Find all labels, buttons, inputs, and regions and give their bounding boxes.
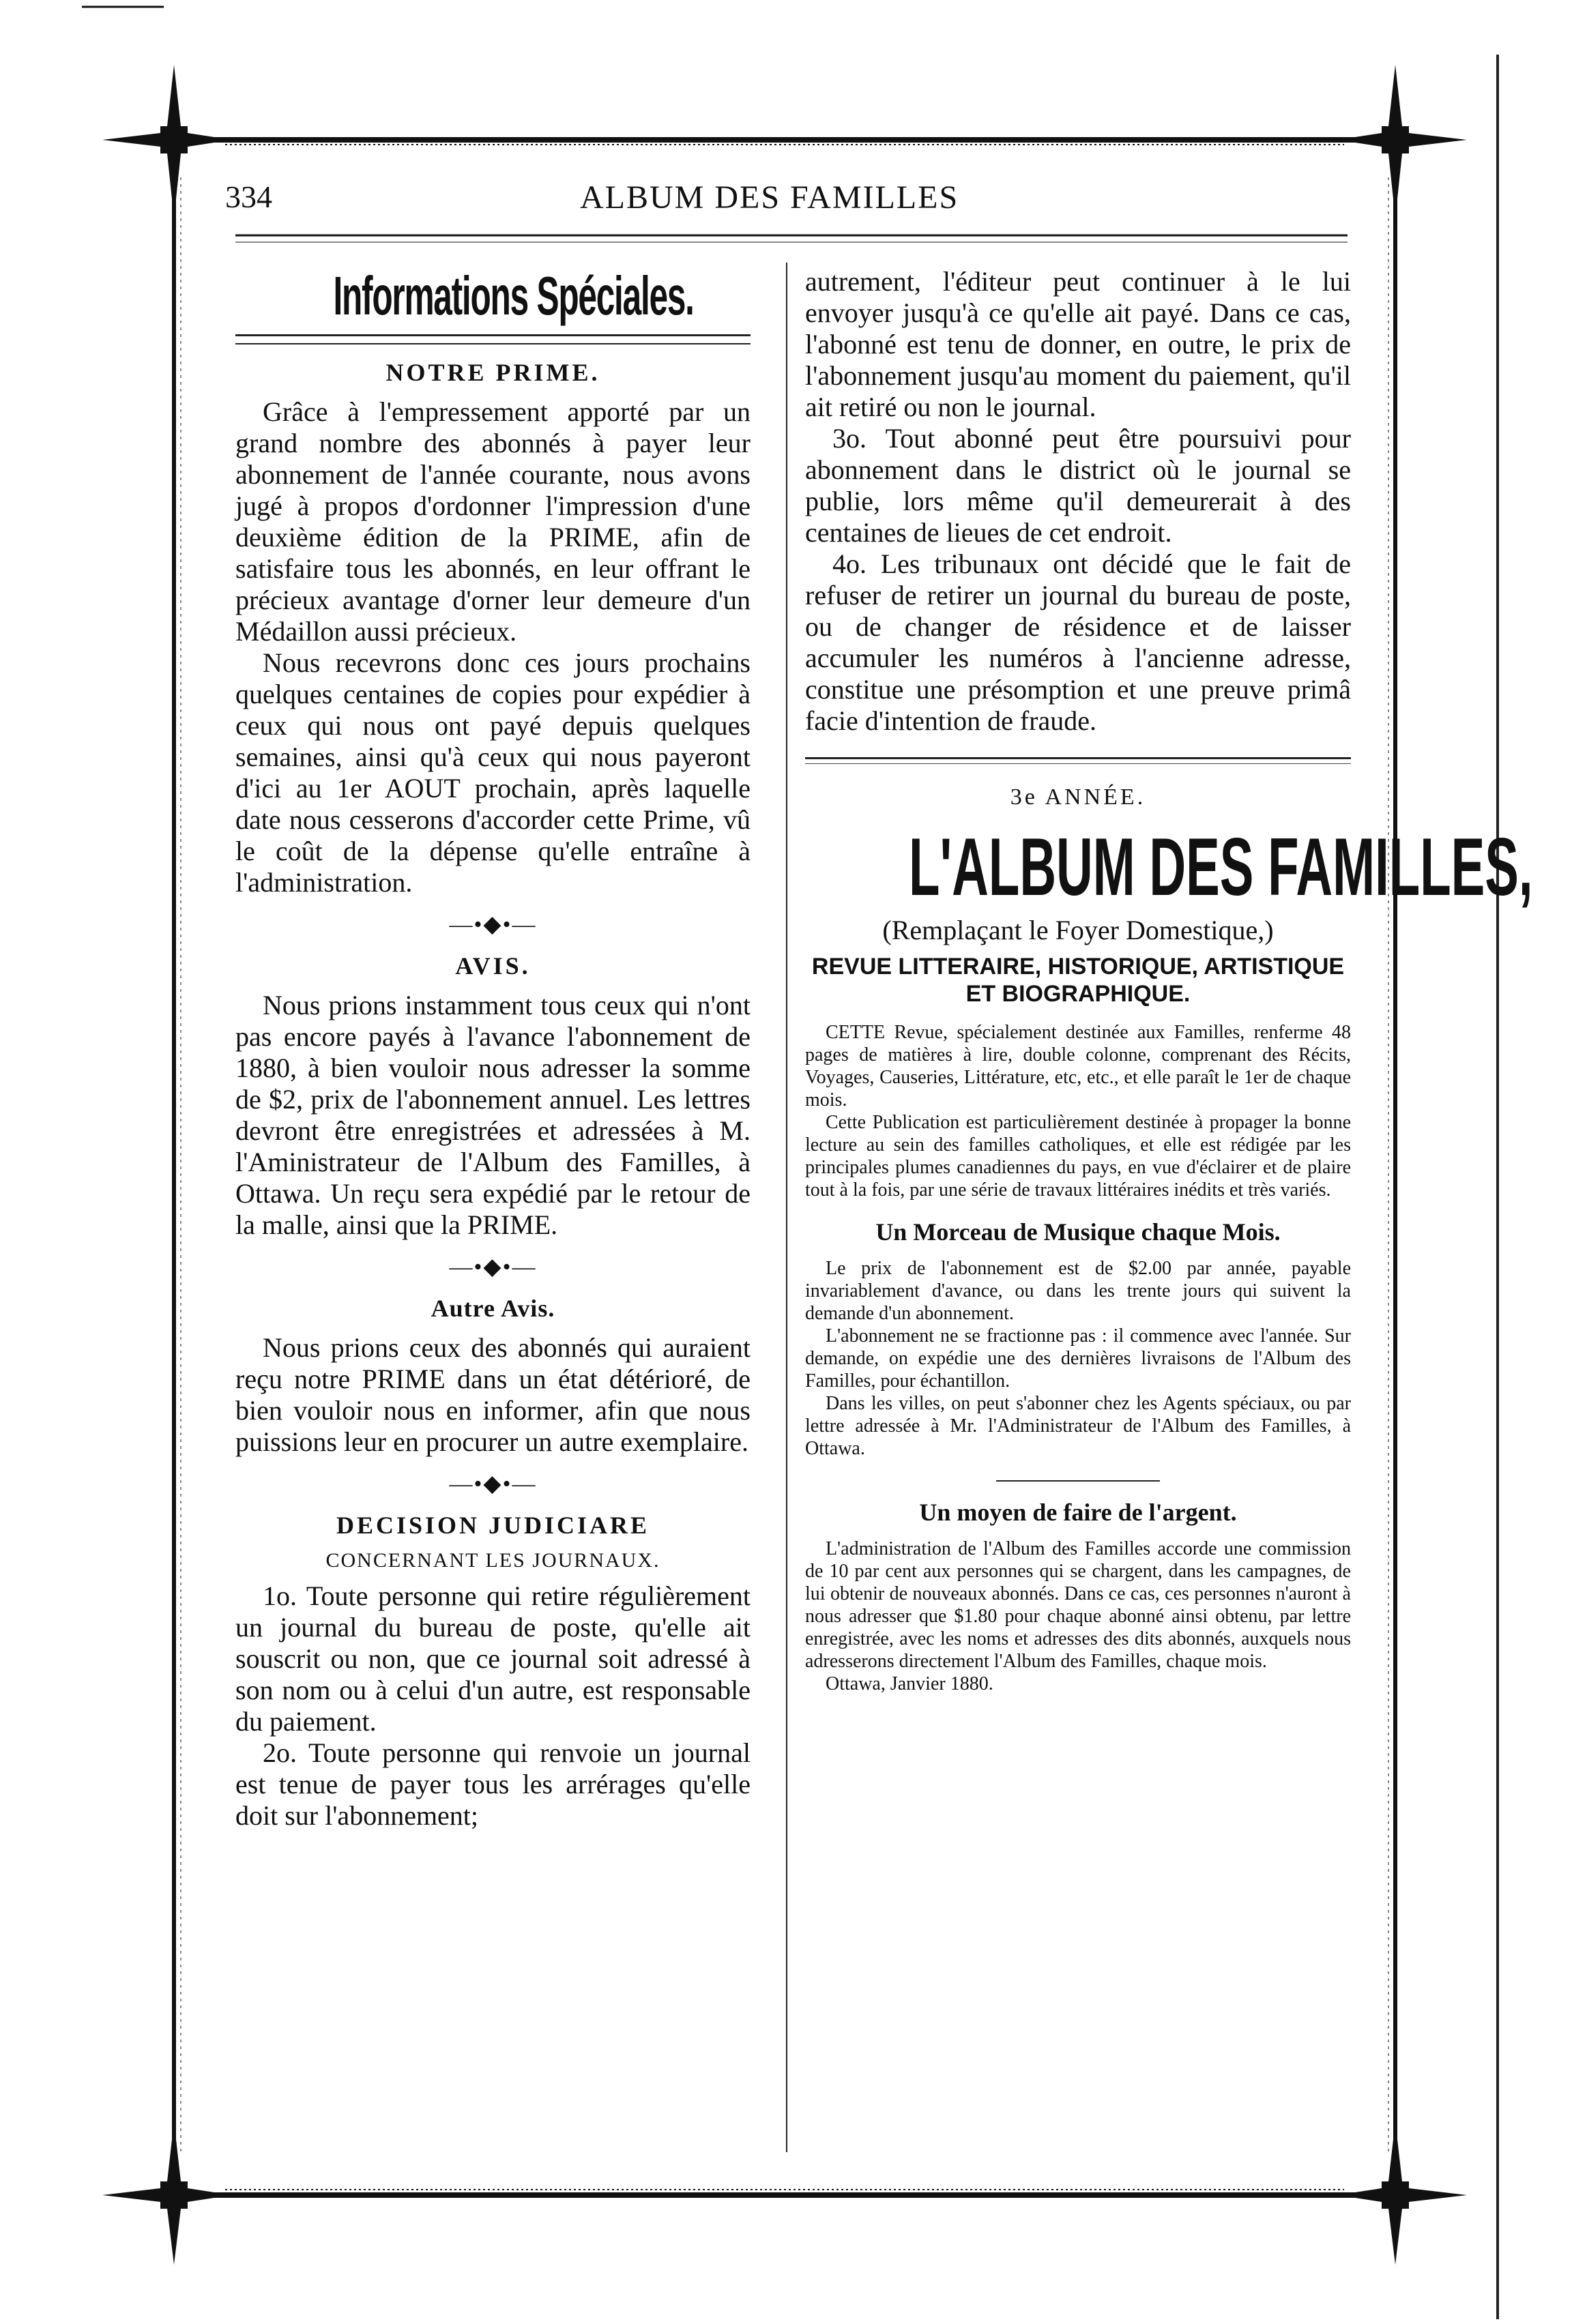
prime-heading: NOTRE PRIME. — [385, 359, 600, 386]
prime-paragraph-2: Nous recevrons donc ces jours prochains quelques centaines de copies pour expédier à ceux qui nous ont payé depuis quelques semaines, ainsi qu'à ceux qui nous payeront d'ici au 1er AOUT prochain, après laquelle date nous cesserons d'accorder cette Prime, vû le coût de la dépense qu'elle entraîne à l'administration. — [235, 647, 751, 898]
page-number: 334 — [225, 179, 272, 214]
replacing-line: (Remplaçant le Foyer Domestique,) — [882, 915, 1274, 945]
ornament-divider: —•◆•— — [449, 912, 537, 937]
double-rule — [235, 334, 751, 344]
right-column — [805, 266, 1533, 1695]
rule — [805, 763, 1351, 764]
price-paragraph-1: Le prix de l'abonnement est de $2.00 par année, payable invariablement d'avance, ou dans les trente jours qui suivent la demande d'un abonnement. — [805, 1258, 1351, 1324]
year-line: 3e ANNÉE. — [1010, 784, 1146, 810]
prime-paragraph-1: Grâce à l'empressement apporté par un grand nombre des abonnés à payer leur abonnement de l'année courante, nous avons jugé à propos d'ordonner l'impression d'une deuxième édition de la PRIME, afin de satisfaire tous les abonnés, en leur offrant le précieux avantage d'orner leur demeure d'un Médaillon aussi précieux. — [235, 396, 751, 647]
column-divider — [786, 263, 787, 2152]
moyen-paragraph: L'administration de l'Album des Familles accorde une commission de 10 par cent aux personnes qui se chargent, dans les campagnes, de lui obtenir de nouveaux abonnés. Dans ce cas, ces personnes n'auront à nous adresser que $1.80 pour chaque abonné ainsi obtenu, par lettre enregistrée, avec les noms et adresses des dits abonnés, auxquels nous adresserons directement l'Album des Familles, chaque mois. — [805, 1538, 1351, 1672]
decision-subheading: CONCERNANT LES JOURNAUX. — [325, 1549, 660, 1572]
continued-paragraph: autrement, l'éditeur peut continuer à le lui envoyer jusqu'à ce qu'elle ait payé. Dans ce cas, l'abonné est tenu de donner, en outre, le prix de l'abonnement jusqu'au moment du paiement, qu'il ait retiré ou non le journal. — [805, 266, 1351, 422]
section-heading: Informations Spéciales. — [333, 265, 694, 326]
ad-paragraph-1: CETTE Revue, spécialement destinée aux Familles, renferme 48 pages de matières à lire, double colonne, comprenant des Récits, Voyages, Causeries, Littérature, etc, etc., et elle paraît le 1er de chaque mois. — [805, 1022, 1351, 1110]
decision-heading: DECISION JUDICIARE — [336, 1512, 650, 1539]
decision-paragraph-2: 2o. Toute personne qui renvoie un journal est tenue de payer tous les arrérages qu'elle doit sur l'abonnement; — [235, 1737, 751, 1831]
ad-paragraph-2: Cette Publication est particulièrement destinée à propager la bonne lecture au sein des familles catholiques, et elle est rédigée par les principales plumes canadiennes du pays, en vue d'éclairer et de plaire tout à la fois, par une série de travaux littéraires inédits et très variés. — [805, 1112, 1351, 1201]
date-line: Ottawa, Janvier 1880. — [826, 1673, 993, 1694]
price-paragraph-2: L'abonnement ne se fractionne pas : il commence avec l'année. Sur demande, on expédie une des dernières livraisons de l'Album des Familles, pour échantillon. — [805, 1325, 1351, 1392]
autre-avis-paragraph: Nous prions ceux des abonnés qui auraient reçu notre PRIME dans un état détérioré, de bien vouloir nous en informer, afin que nous puissions leur en procurer un autre exemplaire. — [235, 1332, 751, 1457]
running-title: ALBUM DES FAMILLES — [580, 179, 959, 216]
decision-paragraph-4: 4o. Les tribunaux ont décidé que le fait de refuser de retirer un journal du bureau de poste, ou de changer de résidence et de laisser accumuler les numéros à l'ancienne adresse, constitue une présomption et une preuve primâ facie d'intention de fraude. — [805, 548, 1351, 736]
page-header — [225, 179, 1426, 220]
rule — [805, 757, 1351, 759]
ornament-divider: —•◆•— — [449, 1471, 537, 1497]
moyen-heading: Un moyen de faire de l'argent. — [919, 1499, 1237, 1526]
decision-paragraph-1: 1o. Toute personne qui retire régulièrement un journal du bureau de poste, qu'elle ait souscrit ou non, que ce journal soit adressé à son nom ou à celui d'un autre, est responsable du paiement. — [235, 1580, 751, 1737]
album-title: L'ALBUM DES FAMILLES, — [909, 821, 1533, 913]
price-paragraph-3: Dans les villes, on peut s'abonner chez les Agents spéciaux, ou par lettre adressée à Mr. l'Administrateur de l'Album des Familles, à Ottawa. — [805, 1393, 1351, 1459]
autre-avis-heading: Autre Avis. — [431, 1295, 555, 1322]
short-rule — [996, 1480, 1160, 1482]
avis-heading: AVIS. — [455, 952, 531, 980]
musique-heading: Un Morceau de Musique chaque Mois. — [875, 1218, 1281, 1246]
revue-line: REVUE LITTERAIRE, HISTORIQUE, ARTISTIQUE ET BIOGRAPHIQUE. — [811, 954, 1345, 1007]
decision-paragraph-3: 3o. Tout abonné peut être poursuivi pour abonnement dans le district où le journal se publie, lors même qu'il demeurerait à des centaines de lieues de cet endroit. — [805, 423, 1351, 548]
left-column — [235, 266, 751, 1832]
avis-paragraph: Nous prions instamment tous ceux qui n'ont pas encore payés à l'avance l'abonnement de 1880, à bien vouloir nous adresser la somme de $2, prix de l'abonnement annuel. Les lettres devront être enregistrées et adressées à M. l'Aministrateur de l'Album des Familles, à Ottawa. Un reçu sera expédié par le retour de la malle, ainsi que la PRIME. — [235, 990, 751, 1240]
ornament-divider: —•◆•— — [449, 1254, 537, 1280]
